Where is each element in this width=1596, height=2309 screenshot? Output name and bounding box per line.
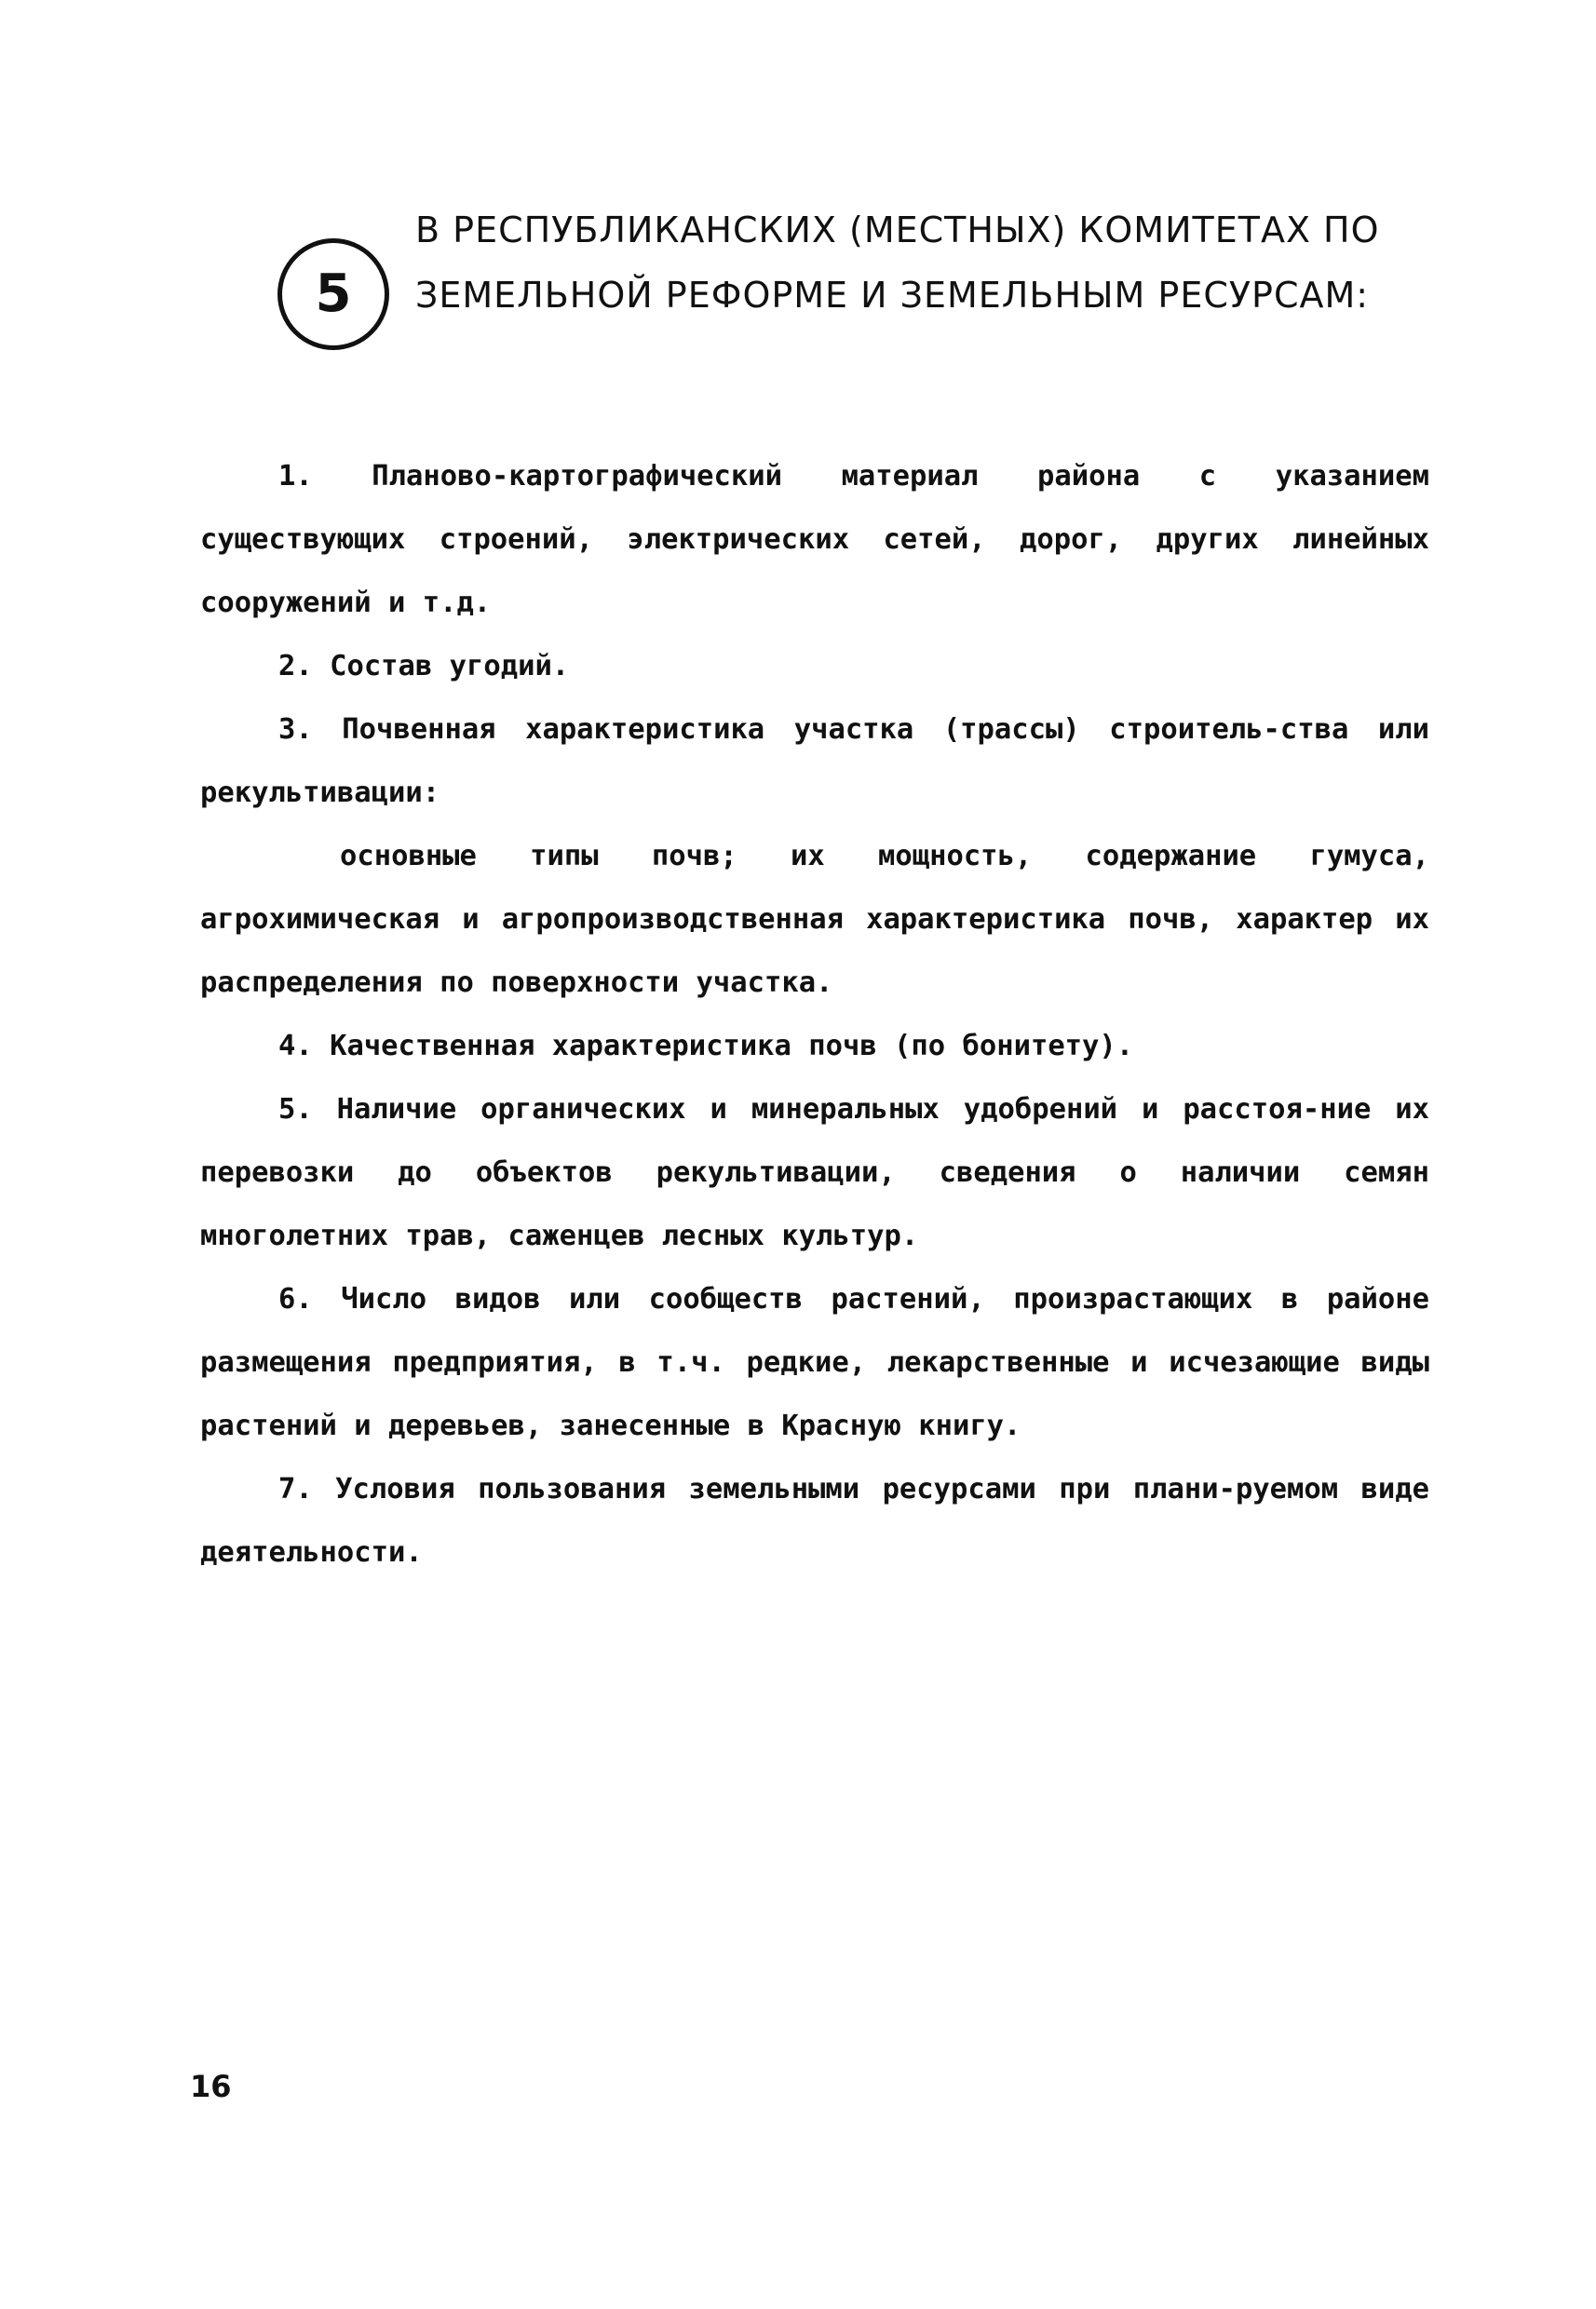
- list-item-7: 7. Условия пользования земельными ресурсами при плани-руемом виде деятельности.: [200, 1473, 1429, 1569]
- list-item-3-details: основные типы почв; их мощность, содержание гумуса, агрохимическая и агропроизводственная характеристика почв, характер их распределения по поверхности участка.: [200, 840, 1429, 999]
- section-title: В РЕСПУБЛИКАНСКИХ (МЕСТНЫХ) КОМИТЕТАХ ПО ЗЕМЕЛЬНОЙ РЕФОРМЕ И ЗЕМЕЛЬНЫМ РЕСУРСАМ:: [415, 209, 1380, 316]
- section-number: 5: [315, 263, 352, 324]
- list-item-4: 4. Качественная характеристика почв (по бонитету).: [278, 1030, 1134, 1062]
- list-item-5: 5. Наличие органических и минеральных удобрений и расстоя-ние их перевозки до объектов рекультивации, сведения о наличии семян многолетних трав, саженцев лесных культур.: [200, 1093, 1429, 1252]
- section-number-circle: [277, 238, 389, 350]
- list-item-1: 1. Планово-картографический материал района с указанием существующих строений, электрических сетей, дорог, других линейных сооружений и т.д.: [200, 460, 1429, 619]
- requirements-list: [200, 445, 1429, 1585]
- section-header: [277, 197, 1441, 412]
- list-item-3: 3. Почвенная характеристика участка (трассы) строитель-ства или рекультивации:: [200, 713, 1429, 809]
- page-number: 16: [190, 2069, 232, 2104]
- list-item-6: 6. Число видов или сообществ растений, произрастающих в районе размещения предприятия, в т.ч. редкие, лекарственные и исчезающие виды растений и деревьев, занесенные в Красную книгу.: [200, 1283, 1429, 1442]
- list-item-2: 2. Состав угодий.: [278, 650, 570, 682]
